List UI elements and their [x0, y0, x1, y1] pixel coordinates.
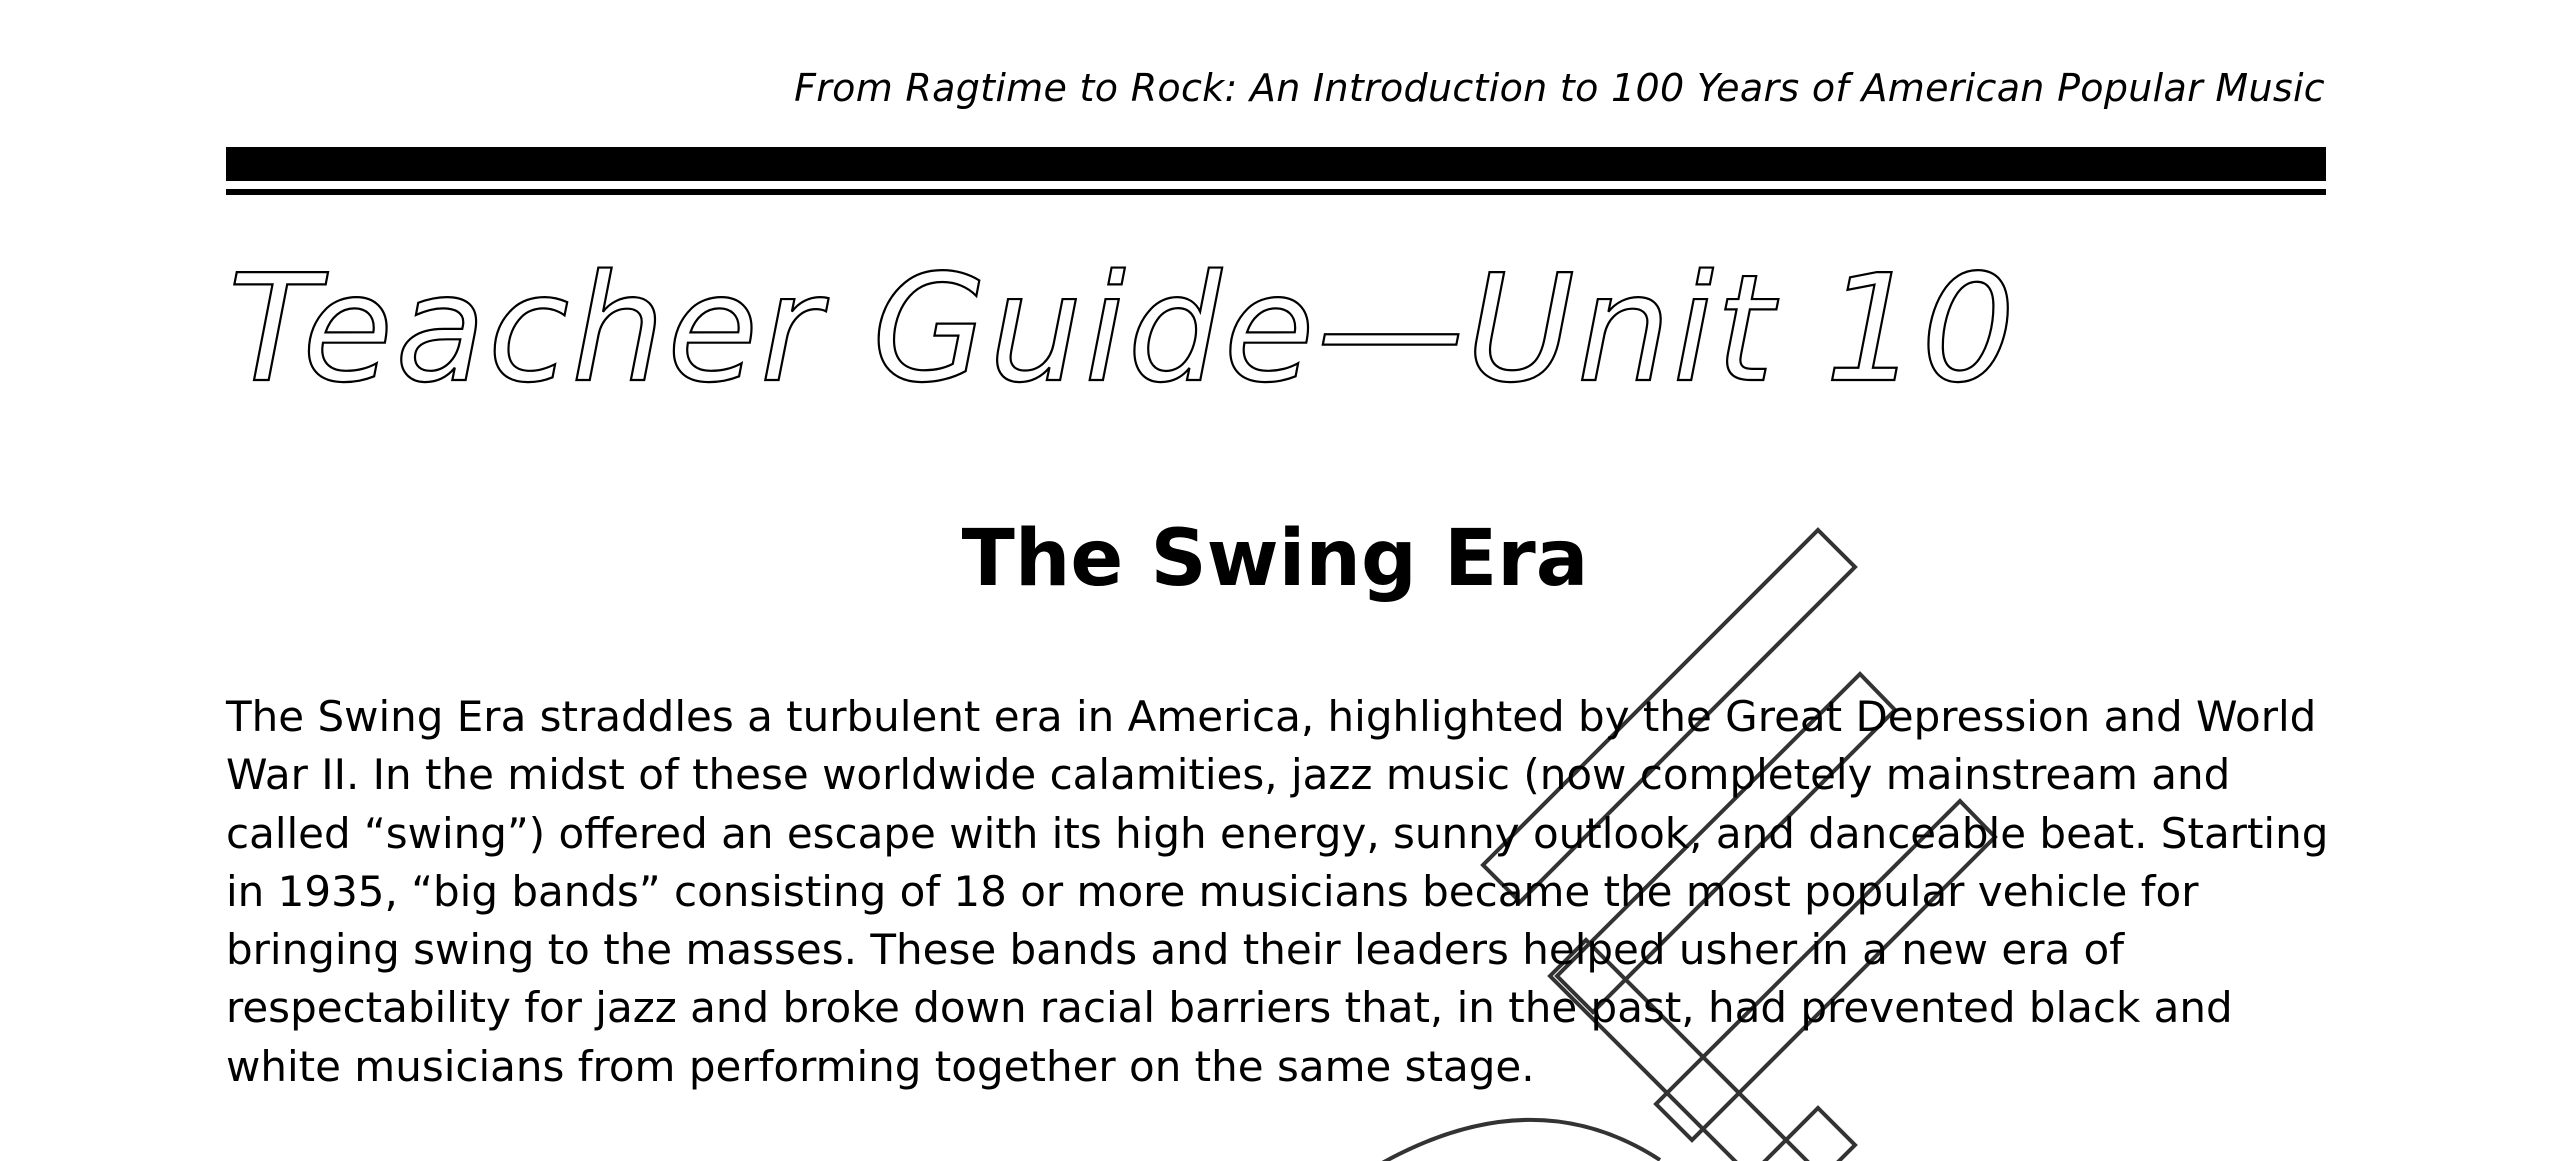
section-body-paragraph: The Swing Era straddles a turbulent era in America, highlighted by the Great Depression and World War II. In the midst of these worldwide calamities, jazz music (now completely mainstream and called “swing”) offered an escape with its high energy, sunny outlook, and danceable beat. Starting in 1935, “big bands” consisting of 18 or more musicians became the most popular vehicle for bringing swing to the masses. These bands and their leaders helped usher in a new era of respectability for jazz and broke down racial barriers that, in the past, had prevented black and white musicians from performing together on the same stage. — [226, 692, 2329, 1091]
header-rule-thick — [226, 147, 2326, 181]
section-title: The Swing Era — [961, 514, 1589, 604]
unit-title: Teacher Guide—Unit 10 — [228, 243, 2018, 415]
running-header: From Ragtime to Rock: An Introduction to 100 Years of American Popular Music — [794, 66, 2325, 110]
header-rule-thin — [226, 189, 2326, 195]
